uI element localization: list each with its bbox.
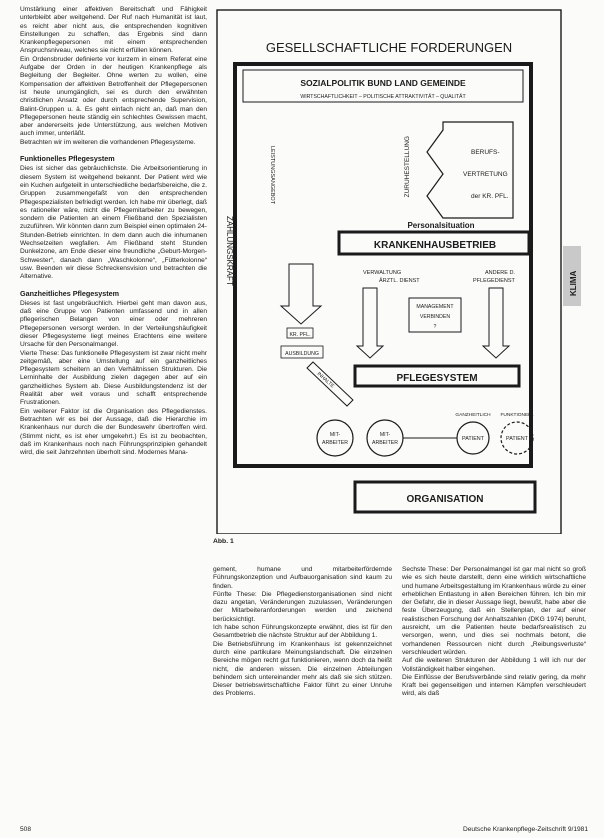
- mitarbeiter-label-1a: MIT-: [329, 432, 341, 438]
- journal-source: Deutsche Krankenpflege-Zeitschrift 9/1981: [463, 826, 588, 833]
- middle-column: [213, 566, 392, 699]
- mitarbeiter-label-1b: ARBEITER: [322, 440, 348, 446]
- diagram-svg: [213, 6, 585, 534]
- paragraph: Vierte These: Das funktionelle Pflegesystem ist zwar nicht mehr zeitgemäß, aber eine Umstellung auf ein ganzheitliches Pflegesystem scheitern an den Verhältnissen Strukturen. Die Lerninhalte der Ausbildung zielen dagegen aber auf ein ganzheitliches System ab. Diese Ausbildungstendenz ist der Realität aber weit voraus und schafft entsprechende Frustrationen.: [20, 349, 207, 407]
- paragraph: Dies ist sicher das gebräuchlichste. Die Arbeitsorientierung in diesem System ist weitgehend bekannt. Der Patient wird wie ein Kuchen aufgeteilt in unterschiedliche bedarfsbereiche, die z. Gruppen zusammengefaßt von den entsprechenden Pflegespezialisten befriedigt werden. Ich habe mir überlegt, daß es rationeller wäre, nicht die Pflegemitarbeiter zu bewegen, sondern die Patienten an einem Fließband den Spezialisten zuzuführen. Wir könnten dann zum Beispiel einen optimalen 24-Stunden-Betrieb einrichten. In dem dann auch die inhumanen Wechselzeiten wegfallen. Am Fließband steht Stunden Dunkelzone, am Ende dieser eine freundliche „Geburt-Morgen-Schwester“, danach dann „Waschkolonne“, „Fütterkolonne“ usw. Beenden wir diese Schreckensvision und betrachten die Alternative.: [20, 165, 207, 281]
- figure-caption: Abb. 1: [213, 538, 234, 545]
- klima-label: KLIMA: [569, 270, 578, 296]
- paragraph: Die Betriebsführung im Krankenhaus ist gekennzeichnet durch eine partikulare Meinungslandschaft. Die einzelnen Bereiche mögen recht gut funktionieren, wenn doch da heißt nicht, die anderen wissen. Die einzelnen Abteilungen behindern sich untereinander mehr als daß sie sich stützen. Dieser betriebswirtschaftliche Faktor führt zu einer Unruhe des Problems.: [213, 640, 392, 698]
- inhalte-label: INHALTE: [315, 371, 336, 390]
- paragraph: Auf die weiteren Strukturen der Abbildung 1 will ich nur der Vollständigkeit halber eingehen.: [402, 657, 586, 673]
- organisation-label: ORGANISATION: [406, 494, 484, 505]
- paragraph: Die Einflüsse der Berufsverbände sind relativ gering, da mehr Kraft bei gegenseitigen und internen Kämpfen verschleudert wird, als daß: [402, 673, 586, 698]
- kr-pfl-label: KR. PFL.: [289, 332, 311, 338]
- page-number: 508: [20, 826, 32, 833]
- paragraph: Ich habe schon Führungskonzepte erwähnt, dies ist für den Gesamtbetrieb die nächste Struktur auf der Abbildung 1.: [213, 624, 392, 640]
- paragraph: Fünfte These: Die Pflegedienstorganisationen sind nicht dazu angetan, Veränderungen zuzulassen, Veränderungen der Mitarbeiteranforderungen werden und zeichend berücksichtigt.: [213, 590, 392, 623]
- andere-label-1: ANDERE D.: [485, 270, 515, 276]
- berufs-label-3: der KR. PFL.: [471, 193, 509, 200]
- paragraph: Betrachten wir im weiteren die vorhandenen Pflegesysteme.: [20, 138, 196, 146]
- mitarbeiter-label-2b: ARBEITER: [372, 440, 398, 446]
- management-label-2: VERBINDEN: [419, 314, 451, 320]
- personal-label: Personalsituation: [407, 221, 475, 230]
- leistungsangebot-label: LEISTUNGSANGEBOT: [269, 146, 275, 205]
- aerzt-label: ÄRZTL. DIENST: [379, 278, 420, 284]
- verwaltung-label: VERWALTUNG: [363, 270, 402, 276]
- funktionell-label: FUNKTIONELL: [500, 413, 534, 418]
- krankenhaus-label: KRANKENHAUSBETRIEB: [373, 240, 497, 251]
- ganzheitlich-label: GANZHEITLICH: [455, 413, 491, 418]
- zuruhestellung-label: ZURUHESTELLUNG: [404, 136, 411, 198]
- diagram-title: GESELLSCHAFTLICHE FORDERUNGEN: [265, 40, 513, 55]
- sozialpolitik-label: SOZIALPOLITIK BUND LAND GEMEINDE: [300, 78, 466, 88]
- section-heading-functional: Funktionelles Pflegesystem: [20, 154, 115, 164]
- paragraph: Sechste These: Der Personalmangel ist gar mal nicht so groß wie es sich heute darstellt, denn eine wirklich wirtschaftliche und humane Arbeitsgestaltung im Krankenhaus würde zu einer erheblichen Entlastung in allen Bereichen führen. Ich bin mir der Gefahr, die in dieser Aussage liegt, bewußt, habe aber die feste Überzeugung, daß ein Stellenplan, der auf einer realistischen Forschung der Anhaltszahlen (DKG 1974) beruht, ausreicht, um die Patienten heute bedarfsrealistisch zu versorgen, wenn, und dies sei nochmals betont, die vorhandenen Ressourcen nicht durch „Reibungsverluste“ verschleudert würden.: [402, 566, 586, 656]
- patient-label-2: PATIENT: [506, 436, 528, 442]
- zuordnung-label: ZUORDNUNG: [467, 465, 499, 470]
- left-column: [20, 6, 207, 457]
- management-label-3: ?: [433, 324, 437, 330]
- andere-label-2: PFLEGEDIENST: [473, 278, 515, 284]
- figure-diagram: [213, 6, 585, 534]
- paragraph: Ein Ordensbruder definierte vor kurzem in einem Referat eine Aufgabe der Orden in der heutigen Krankenpflege als Begleitung der Begleiter. Ohne werten zu wollen, eine Kompensation der affektiven Betroffenheit der Pflegepersonen ist heute unumgänglich, sei es durch den erwähnten christlichen Ansatz oder durch entsprechende Supervision, Balint-Gruppen u. ä. Es geht einfach nicht an, daß man den Pflegepersonen heute ständig ein schlechtes Gewissen macht, aber andererseits jede Unterstützung, aus welchen Motiven auch immer, unterläßt.: [20, 55, 207, 138]
- berufs-label-1: BERUFS-: [471, 149, 500, 156]
- paragraph: Ein weiterer Faktor ist die Organisation des Pflegedienstes. Betrachten wir es bei der Aussage, daß die Hierarchie im Krankenhaus nur durch die der Bundeswehr übertroffen wird. (Stimmt nicht, es ist eher umgekehrt.) Es ist zu beobachten, daß im Krankenhaus noch nach Führungsprinzipien gehandelt wird, die seit Jahrzehnten überholt sind. Modernes Mana-: [20, 407, 207, 457]
- paragraph: Umstärkung einer affektiven Bereitschaft und Fähigkeit unterbleibt aber weitgehend. Der Ruf nach Humanität ist laut, es reicht aber nicht aus, die entsprechenden kognitiven Einstellungen zu schaffen, das Ergebnis sind dann Krankenpflegepersonen mit einem entsprechenden Anspruchsniveau, welches sie nicht erfüllen können.: [20, 6, 207, 55]
- ausbildung-label: AUSBILDUNG: [285, 351, 319, 357]
- berufs-label-2: VERTRETUNG: [463, 171, 508, 178]
- wirtschaft-label: WIRTSCHAFTLICHKEIT – POLITISCHE ATTRAKTIVITÄT – QUALITÄT: [300, 94, 466, 100]
- paragraph: gement, humane und mitarbeiterfördernde Führungskonzeption und Aufbauorganisation sind kaum zu finden.: [213, 566, 392, 590]
- management-label-1: MANAGEMENT: [416, 304, 454, 310]
- section-heading-holistic: Ganzheitliches Pflegesystem: [20, 288, 120, 298]
- paragraph: Dieses ist fast ungebräuchlich. Hierbei geht man davon aus, daß eine Gruppe von Patienten umfassend und in allen pflegerischen Belangen von einer oder mehreren Pflegepersonen versorgt werden. In der Verteilungshäufigkeit dieser Pflegesysteme liegt meines Erachtens eine weitere Ursache für den Personalmangel.: [20, 299, 207, 349]
- pflegesystem-label: PFLEGESYSTEM: [396, 373, 478, 384]
- right-column: [402, 566, 586, 699]
- formelle-label: FORMELLE U. INFORMELLE: [329, 465, 393, 470]
- mitarbeiter-label-2a: MIT-: [379, 432, 391, 438]
- zahlungskraft-label: ZAHLUNGSKRAFT: [225, 216, 234, 286]
- patient-label-1: PATIENT: [462, 436, 484, 442]
